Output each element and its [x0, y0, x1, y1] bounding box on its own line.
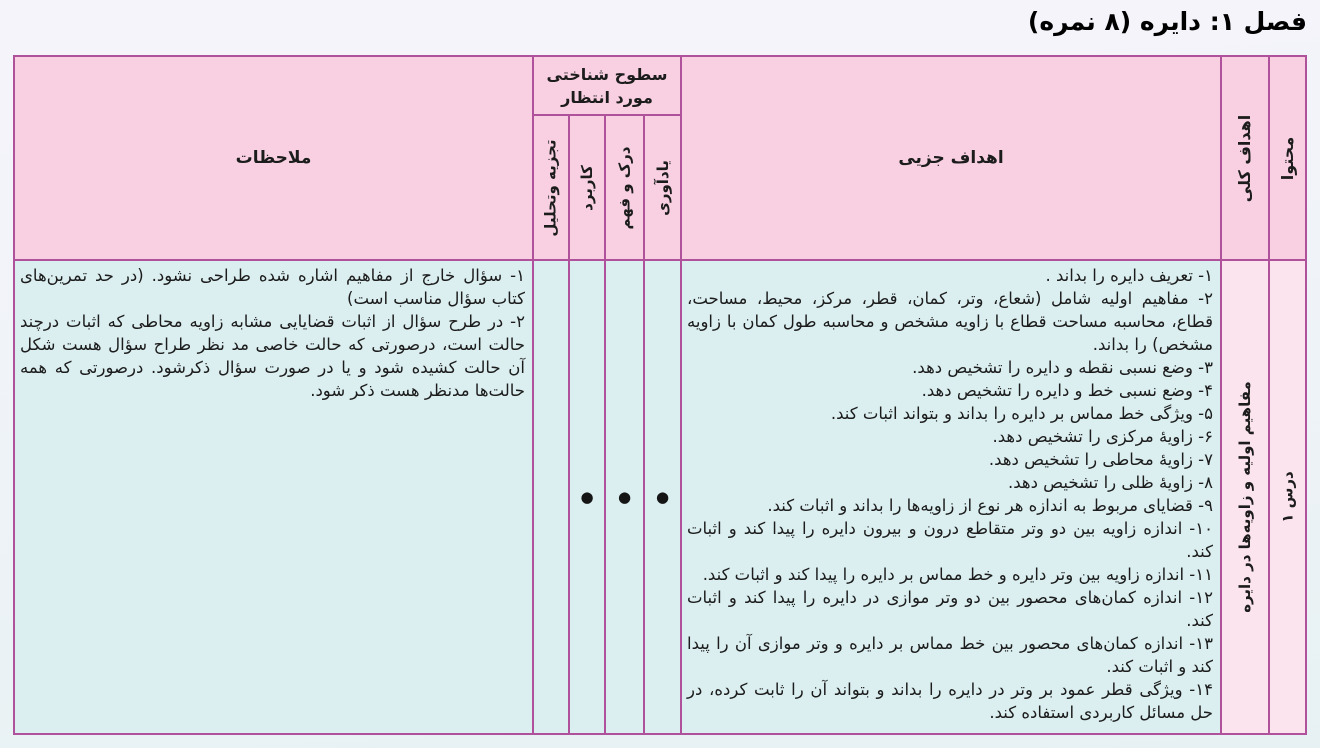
header-general-objectives-label: اهداف کلی	[1235, 114, 1255, 202]
cell-specific-objectives	[682, 261, 1220, 733]
objective-item: ۱- تعریف دایره را بداند .	[1045, 266, 1213, 285]
chapter-title: فصل ۱: دایره (۸ نمره)	[1027, 7, 1307, 36]
table-grid	[13, 55, 1307, 735]
cell-mark-analysis	[534, 261, 568, 733]
objective-item: ۷- زاویهٔ محاطی را تشخیص دهد.	[988, 450, 1213, 469]
objective-item: ۴- وضع نسبی خط و دایره را تشخیص دهد.	[921, 381, 1213, 400]
bullet-mark-icon: ●	[617, 487, 632, 506]
header-remarks-label: ملاحظات	[235, 148, 312, 168]
objective-item: ۲- مفاهیم اولیه شامل (شعاع، وتر، کمان، قطر، مرکز، محیط، مساحت، قطاع، محاسبه مساحت قطاع با زاویه مشخص و محاسبه طول کمان با زاویه مشخص) را بداند.	[687, 289, 1213, 354]
remark-item: ۱- سؤال خارج از مفاهیم اشاره شده طراحی نشود. (در حد تمرین‌های کتاب سؤال مناسب است)	[20, 266, 525, 308]
header-level-recall-label: یادآوری	[653, 159, 672, 216]
cell-remarks	[15, 261, 532, 733]
header-level-analysis	[534, 116, 568, 259]
header-content-column	[1270, 57, 1305, 259]
header-level-comprehension	[606, 116, 643, 259]
header-general-objectives-column	[1222, 57, 1268, 259]
blueprint-table	[13, 55, 1307, 735]
header-remarks-column	[15, 57, 532, 259]
bullet-mark-icon: ●	[580, 487, 594, 506]
content-value: درس ۱	[1278, 471, 1297, 523]
objective-item: ۹- قضایای مربوط به اندازه هر نوع از زاویه‌ها را بداند و اثبات کند.	[767, 496, 1213, 515]
header-level-recall	[645, 116, 680, 259]
header-content-label: محتوا	[1277, 136, 1297, 180]
general-objective-value: مفاهیم اولیه و زاویه‌ها در دایره	[1235, 381, 1254, 613]
header-cognitive-levels-group	[534, 57, 680, 114]
cell-mark-application	[570, 261, 604, 733]
objective-item: ۱۲- اندازه کمان‌های محصور بین دو وتر موازی در دایره را پیدا کند و اثبات کند.	[687, 588, 1213, 630]
objective-item: ۱۴- ویژگی قطر عمود بر وتر در دایره را بداند و بتواند آن را ثابت کرده، در حل مسائل کاربردی استفاده کند.	[687, 680, 1213, 722]
header-level-application	[570, 116, 604, 259]
objective-item: ۳- وضع نسبی نقطه و دایره را تشخیص دهد.	[912, 358, 1213, 377]
header-cognitive-levels-group-label: سطوح شناختی مورد انتظار	[546, 65, 668, 108]
remark-item: ۲- در طرح سؤال از اثبات قضایایی مشابه زاویه محاطی که اثبات درچند حالت است، درصورتی که حالت خاصی مد نظر طراح سؤال هست شکل آن حالت کشیده شود و یا در صورت سؤال ذکرشود. درصورتی که همه حالت‌ها مدنظر هست ذکر شود.	[20, 312, 525, 400]
header-specific-objectives-label: اهداف جزیی	[898, 148, 1004, 168]
cell-content	[1270, 261, 1305, 733]
bullet-mark-icon: ●	[655, 487, 670, 506]
cell-mark-comprehension	[606, 261, 643, 733]
objective-item: ۱۱- اندازه زاویه بین وتر دایره و خط مماس بر دایره را پیدا کند و اثبات کند.	[702, 565, 1213, 584]
header-level-analysis-label: تجزیه وتحلیل	[541, 138, 560, 237]
objective-item: ۶- زاویهٔ مرکزی را تشخیص دهد.	[992, 427, 1213, 446]
header-level-application-label: کاربرد	[578, 164, 596, 211]
objective-item: ۸- زاویهٔ ظلی را تشخیص دهد.	[1007, 473, 1213, 492]
header-level-comprehension-label: درک و فهم	[615, 146, 634, 229]
cell-mark-recall	[645, 261, 680, 733]
objective-item: ۱۰- اندازه زاویه بین دو وتر متقاطع درون و بیرون دایره را پیدا کند و اثبات کند.	[687, 519, 1213, 561]
cell-general-objective	[1222, 261, 1268, 733]
objective-item: ۵- ویژگی خط مماس بر دایره را بداند و بتواند اثبات کند.	[830, 404, 1213, 423]
objective-item: ۱۳- اندازه کمان‌های محصور بین خط مماس بر دایره و وتر موازی آن را پیدا کند و اثبات کند.	[687, 634, 1213, 676]
header-specific-objectives-column	[682, 57, 1220, 259]
